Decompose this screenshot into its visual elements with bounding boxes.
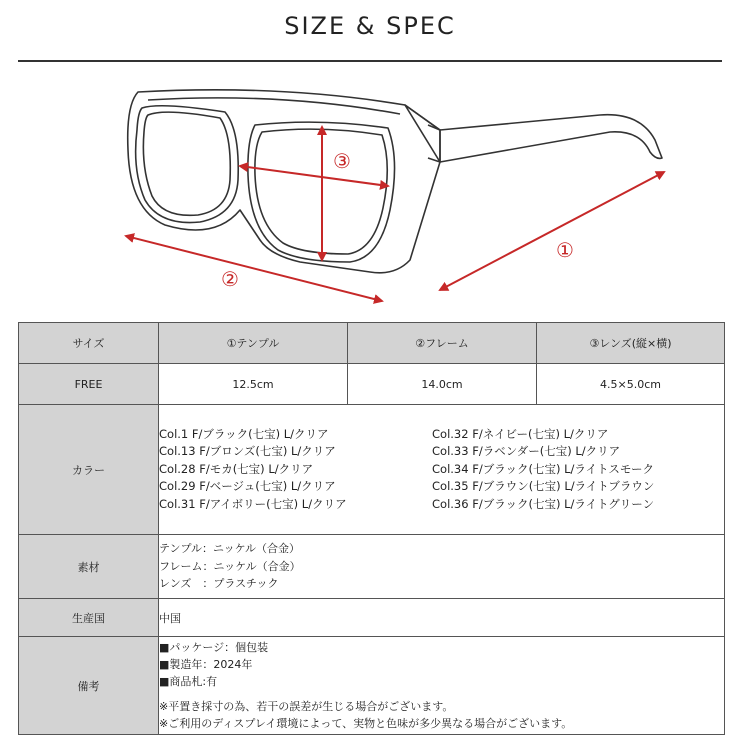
list-item: Col.13 F/ブロンズ(七宝) L/クリア (159, 444, 336, 459)
notes-label: 備考 (19, 637, 159, 735)
table-row (19, 637, 725, 735)
list-item: Col.33 F/ラベンダー(七宝) L/クリア (432, 444, 621, 459)
list-item: Col.36 F/ブラック(七宝) L/ライトグリーン (432, 496, 655, 511)
lens-header: ③レンズ(縦×横) (537, 323, 725, 364)
material-line: フレーム：ニッケル（合金） (159, 559, 301, 573)
material-line: テンプル：ニッケル（合金） (159, 542, 301, 556)
color-list-right (432, 426, 654, 514)
label-temple: ① (556, 238, 574, 262)
material-list (159, 535, 725, 599)
glasses-outline (128, 90, 662, 273)
lens-value: 4.5×5.0cm (537, 364, 725, 405)
color-list-left (159, 426, 432, 514)
page-title: SIZE & SPEC (284, 12, 456, 40)
label-frame: ② (221, 267, 239, 291)
temple-arrow (440, 172, 664, 290)
list-item: Col.29 F/ベージュ(七宝) L/クリア (159, 479, 336, 494)
size-header: サイズ (19, 323, 159, 364)
origin-value: 中国 (159, 599, 725, 637)
list-item: Col.1 F/ブラック(七宝) L/クリア (159, 426, 329, 441)
frame-header: ②フレーム (348, 323, 537, 364)
color-label: カラー (19, 405, 159, 535)
table-row (19, 599, 725, 637)
note-line: ■商品札:有 (159, 675, 218, 688)
glasses-diagram (0, 70, 740, 320)
notes-list (159, 637, 725, 735)
material-line: レンズ ：プラスチック (159, 577, 279, 591)
table-row (19, 323, 725, 364)
spec-table (18, 322, 725, 735)
list-item: Col.31 F/アイボリー(七宝) L/クリア (159, 496, 347, 511)
origin-label: 生産国 (19, 599, 159, 637)
lens-width-arrow (240, 166, 388, 186)
temple-value: 12.5cm (159, 364, 348, 405)
remark-line: ※平置き採寸の為、若干の誤差が生じる場合がございます。 (159, 700, 454, 713)
color-list (159, 405, 725, 535)
measure-arrows (126, 127, 664, 301)
note-line: ■パッケージ：個包装 (159, 641, 269, 654)
label-lens: ③ (333, 149, 351, 173)
table-row (19, 364, 725, 405)
list-item: Col.35 F/ブラウン(七宝) L/ライトブラウン (432, 479, 655, 494)
table-row (19, 405, 725, 535)
list-item: Col.32 F/ネイビー(七宝) L/クリア (432, 426, 609, 441)
table-row (19, 535, 725, 599)
frame-value: 14.0cm (348, 364, 537, 405)
remark-line: ※ご利用のディスプレイ環境によって、実物と色味が多少異なる場合がございます。 (159, 717, 573, 730)
note-line: ■製造年：2024年 (159, 658, 253, 671)
material-label: 素材 (19, 535, 159, 599)
list-item: Col.34 F/ブラック(七宝) L/ライトスモーク (432, 461, 654, 476)
free-label: FREE (19, 364, 159, 405)
temple-header: ①テンプル (159, 323, 348, 364)
title-divider (18, 60, 722, 62)
list-item: Col.28 F/モカ(七宝) L/クリア (159, 461, 314, 476)
